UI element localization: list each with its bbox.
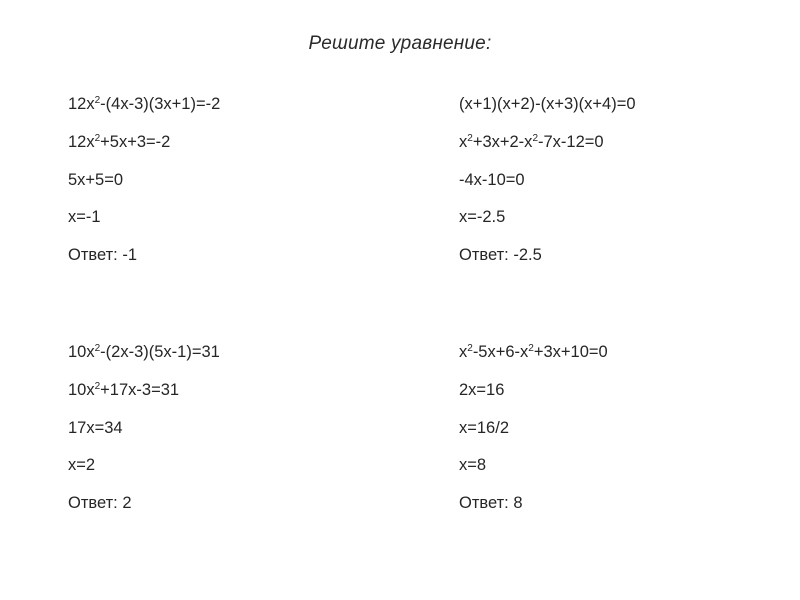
problem-3-equation: $10x^2-(2x-3)(5x-1)=31$ [68,343,220,361]
problem-1-step-3: x=-1 [68,208,101,226]
problem-2-step-1: $x^2+3x+2-x^2-7x-12=0$ [459,133,604,151]
problem-4-step-2: x=16/2 [459,419,509,437]
problem-4-answer: Ответ: 8 [459,494,523,512]
problem-2-answer: Ответ: -2.5 [459,246,542,264]
problem-3-step-2: 17x=34 [68,419,123,437]
problem-1-step-1: $12x^2+5x+3=-2$ [68,133,171,151]
problem-4-step-3: x=8 [459,456,487,474]
problem-3-answer: Ответ: 2 [68,494,132,512]
problem-2-step-3: x=-2.5 [459,208,506,226]
problem-3-step-1: $10x^2+17x-3=31$ [68,381,180,399]
page-title: Решите уравнение: [308,33,492,54]
problem-1-step-2: 5x+5=0 [68,171,124,189]
problem-1-equation: $12x^2-(4x-3)(3x+1)=-2$ [68,95,221,113]
problem-1-answer: Ответ: -1 [68,246,137,264]
problem-2-step-2: -4x-10=0 [459,171,525,189]
problem-2-equation: (x+1)(x+2)-(x+3)(x+4)=0 [459,95,636,113]
problem-4-step-1: 2x=16 [459,381,505,399]
problem-3-step-3: x=2 [68,456,96,474]
problem-4-equation: $x^2-5x+6-x^2+3x+10=0$ [459,343,608,361]
